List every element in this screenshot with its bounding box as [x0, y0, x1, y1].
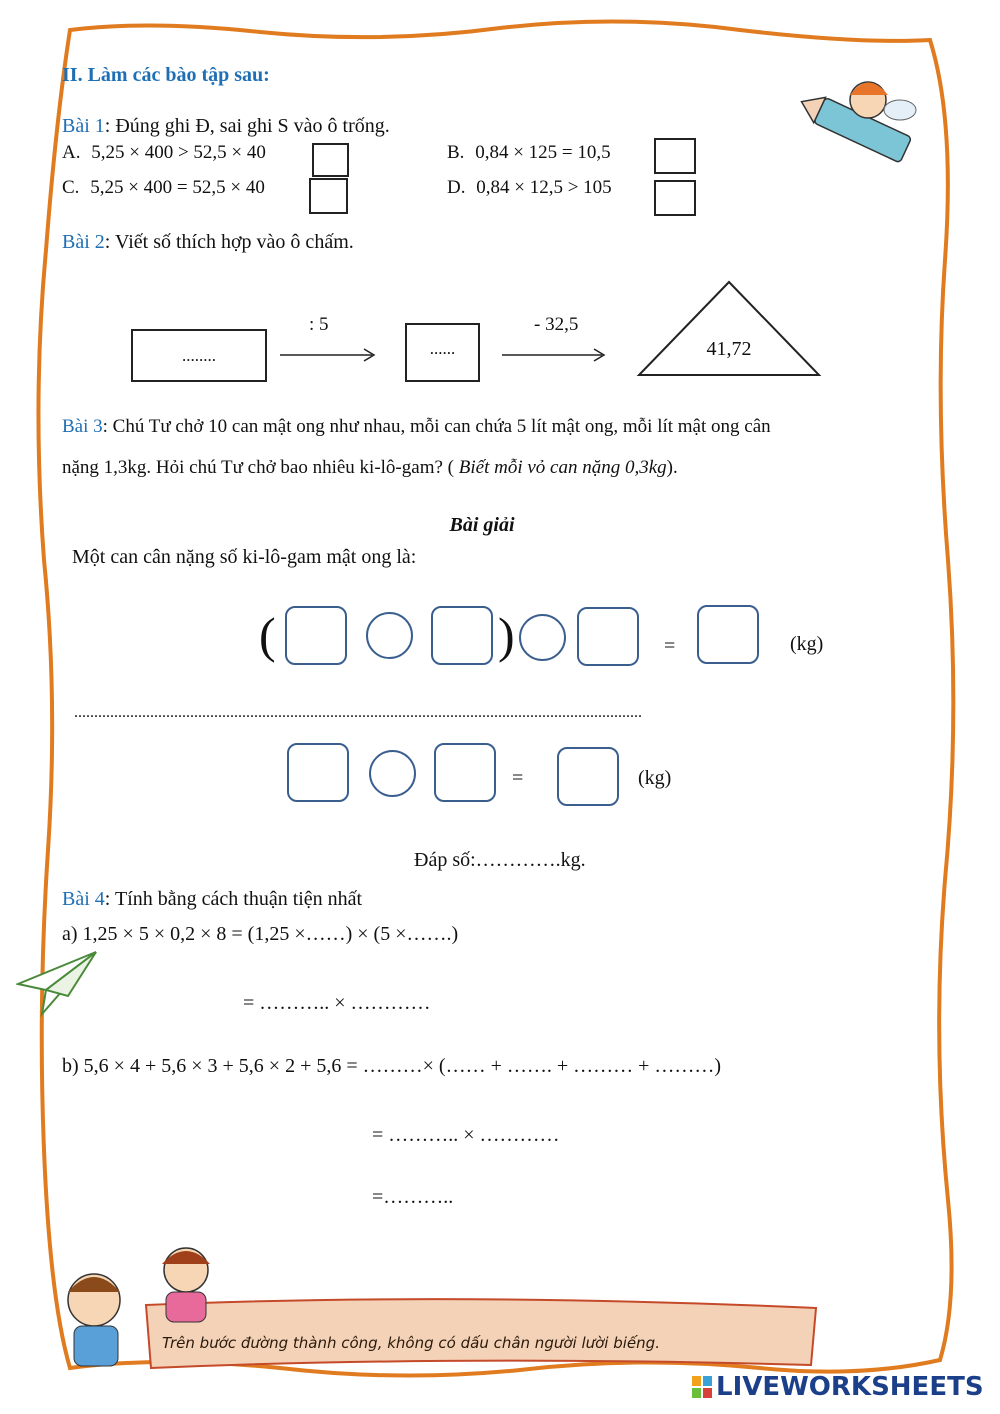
bai1-label: Bài 1 [62, 115, 105, 137]
kids-reading-illustration [56, 1240, 836, 1380]
bai3-line1 [62, 416, 942, 438]
bai4-instruction: : Tính bằng cách thuận tiện nhất [104, 888, 363, 910]
bai3-text2: nặng 1,3kg. Hỏi chú Tư chở bao nhiêu ki-lô-gam? ( [62, 457, 459, 478]
bai1-item-a [62, 142, 266, 164]
eq2-equals: = [512, 767, 524, 789]
item-letter: B. [447, 142, 465, 163]
eq1-operator-1[interactable] [366, 612, 413, 659]
bai3-line2 [62, 457, 942, 479]
bai4-a-label: a) [62, 923, 78, 945]
eq1-result-box[interactable] [697, 605, 759, 664]
eq2-operator[interactable] [369, 750, 416, 797]
item-expr: 0,84 × 12,5 > 105 [476, 177, 612, 198]
section-title: II. Làm các bào tập sau: [62, 64, 270, 86]
dotted-answer-line[interactable]: .............................................................................................................................................. [74, 704, 642, 721]
eq2-result-box[interactable] [557, 747, 619, 806]
bai2-label: Bài 2 [62, 231, 105, 253]
bai2-operation-1: : 5 [309, 314, 329, 335]
bai4-a-expr: 1,25 × 5 × 0,2 × 8 [82, 923, 227, 945]
motto-banner-text: Trên bước đường thành công, không có dấu chân người lười biếng. [162, 1334, 660, 1352]
bai1-instruction: : Đúng ghi Đ, sai ghi S vào ô trống. [104, 115, 390, 137]
fairy-pencil-icon [800, 70, 930, 170]
bai4-heading [62, 888, 362, 911]
bai4-a-line2[interactable]: = ……….. × ………… [243, 992, 431, 1014]
bai4-b-line2[interactable]: = ……….. × ………… [372, 1124, 560, 1146]
eq2-box-2[interactable] [434, 743, 496, 802]
bai4-a-rhs[interactable]: = (1,25 ×……) × (5 ×…….) [231, 923, 459, 945]
bai4-b-line3[interactable]: =……….. [372, 1186, 454, 1208]
eq1-unit: (kg) [790, 633, 824, 655]
logo-icon [692, 1376, 712, 1398]
eq1-box-1[interactable] [285, 606, 347, 665]
eq1-operator-2[interactable] [519, 614, 566, 661]
bai2-input-box-1[interactable]: ........ [131, 329, 267, 382]
item-letter: D. [447, 177, 466, 198]
item-expr: 0,84 × 125 = 10,5 [475, 142, 611, 163]
bai1-item-b [447, 142, 611, 164]
eq1-equals: = [664, 635, 676, 657]
bai4-b-rhs[interactable]: = ………× (…… + ……. + ……… + ………) [346, 1055, 722, 1077]
final-answer[interactable]: Đáp số:………….kg. [414, 849, 586, 871]
liveworksheets-logo[interactable] [692, 1372, 984, 1402]
item-letter: C. [62, 177, 80, 198]
solution-step-1: Một can cân nặng số ki-lô-gam mật ong là: [72, 546, 417, 568]
bai4-a-line1 [62, 923, 458, 946]
arrow-2-icon [502, 346, 610, 364]
bai3-note: Biết mỗi vỏ can nặng 0,3kg [458, 457, 667, 478]
answer-box-d[interactable] [654, 180, 696, 216]
close-paren: ) [498, 607, 515, 663]
bai2-instruction: : Viết số thích hợp vào ô chấm. [104, 231, 354, 253]
logo-text: LIVEWORKSHEETS [716, 1372, 984, 1402]
paper-plane-icon [16, 948, 100, 1020]
bai3-text2-end: ). [666, 457, 678, 478]
eq1-box-3[interactable] [577, 607, 639, 666]
bai2-input-box-2[interactable]: ...... [405, 323, 480, 382]
bai1-heading [62, 115, 390, 138]
bai1-item-c [62, 177, 265, 199]
solution-title: Bài giải [449, 514, 515, 536]
arrow-1-icon [280, 346, 380, 364]
item-expr: 5,25 × 400 = 52,5 × 40 [90, 177, 265, 198]
bai3-label: Bài 3 [62, 416, 103, 437]
bai4-b-label: b) [62, 1055, 79, 1077]
answer-box-a[interactable] [312, 143, 349, 177]
eq1-box-2[interactable] [431, 606, 493, 665]
eq2-unit: (kg) [638, 767, 672, 789]
bai1-item-d [447, 177, 612, 199]
bai4-b-expr: 5,6 × 4 + 5,6 × 3 + 5,6 × 2 + 5,6 [83, 1055, 342, 1077]
result-triangle [636, 280, 822, 378]
bai2-result: 41,72 [706, 338, 752, 360]
answer-box-b[interactable] [654, 138, 696, 174]
bai4-b-line1 [62, 1055, 721, 1078]
bai2-heading [62, 231, 354, 254]
item-expr: 5,25 × 400 > 52,5 × 40 [91, 142, 266, 163]
answer-box-c[interactable] [309, 178, 348, 214]
open-paren: ( [259, 607, 276, 663]
eq2-box-1[interactable] [287, 743, 349, 802]
bai4-label: Bài 4 [62, 888, 105, 910]
bai2-operation-2: - 32,5 [534, 314, 579, 335]
item-letter: A. [62, 142, 81, 163]
bai3-text1: : Chú Tư chở 10 can mật ong như nhau, mỗi can chứa 5 lít mật ong, mỗi lít mật ong cân [102, 416, 771, 437]
